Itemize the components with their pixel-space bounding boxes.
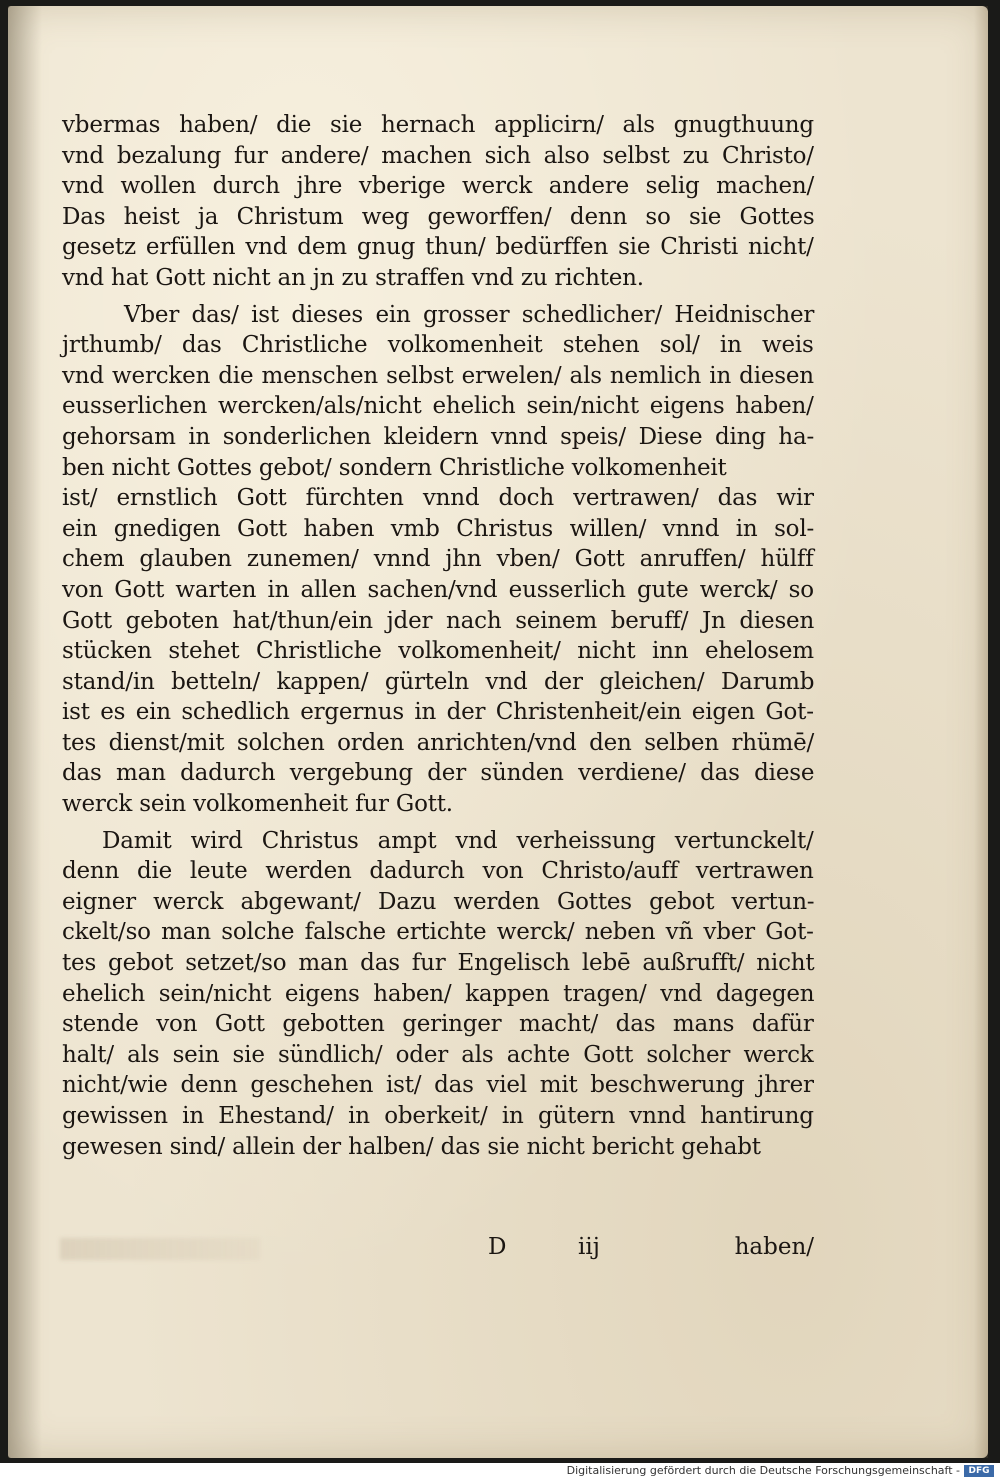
footer-credit: Digitalisierung gefördert durch die Deutsche Forschungsgemeinschaft - [566, 1464, 960, 1477]
text-line: ckelt/so man solche falsche ertichte werck/ neben vñ vber Got- [62, 919, 814, 946]
text-line: eusserlichen wercken/als/nicht ehelich sein/nicht eigens haben/ [62, 393, 814, 420]
text-line: Damit wird Christus ampt vnd verheissung vertunckelt/ [102, 827, 814, 854]
text-line: vnd wollen durch jhre vberige werck andere selig machen/ [62, 173, 815, 200]
text-line: das man dadurch vergebung der sünden verdiene/ das diese [62, 760, 815, 787]
page-edge-shadow [974, 6, 988, 1458]
catchword: haben/ [734, 1234, 814, 1260]
text-line: Das heist ja Christum weg geworffen/ denn so sie Gottes [62, 203, 815, 230]
text-line: ist es ein schedlich ergernus in der Christenheit/ein eigen Got- [62, 699, 814, 726]
text-line: gesetz erfüllen vnd dem gnug thun/ bedürffen sie Christi nicht/ [62, 234, 814, 261]
text-line: stücken stehet Christliche volkomenheit/ nicht inn ehelosem [62, 638, 814, 665]
paragraph [62, 110, 822, 294]
text-line: gehorsam in sonderlichen kleidern vnnd speis/ Diese ding ha- [62, 423, 815, 450]
text-line: Gott geboten hat/thun/ein jder nach seinem beruff/ Jn diesen [62, 607, 815, 634]
signature-mark: D [488, 1234, 507, 1260]
paragraph [62, 826, 822, 1163]
ink-bleed-through [60, 1238, 260, 1260]
text-line: ehelich sein/nicht eigens haben/ kappen tragen/ vnd dagegen [62, 980, 815, 1007]
text-line: halt/ als sein sie sündlich/ oder als achte Gott solcher werck [62, 1041, 814, 1068]
text-line: ein gnedigen Gott haben vmb Christus willen/ vnnd in sol- [62, 515, 815, 542]
text-line: gewissen in Ehestand/ in oberkeit/ in gütern vnnd hantirung [62, 1103, 814, 1129]
text-line: ist/ ernstlich Gott fürchten vnnd doch vertrawen/ das wir [62, 485, 814, 512]
text-line: vnd hat Gott nicht an jn zu straffen vnd zu richten. [62, 264, 644, 291]
text-line: vbermas haben/ die sie hernach applicirn/ als gnugthuung [62, 112, 814, 138]
text-line: werck sein volkomenheit fur Gott. [62, 791, 453, 818]
text-line: vnd bezalung fur andere/ machen sich also selbst zu Christo/ [62, 142, 814, 169]
paragraph [62, 300, 822, 820]
text-line: vnd wercken die menschen selbst erwelen/ als nemlich in diesen [62, 362, 814, 389]
page-number: iij [578, 1234, 600, 1260]
page-text [62, 110, 822, 1162]
text-line: eigner werck abgewant/ Dazu werden Gottes gebot vertun- [62, 888, 815, 915]
text-line: tes dienst/mit solchen orden anrichten/vnd den selben rhümē/ [62, 729, 815, 756]
text-line: von Gott warten in allen sachen/vnd eusserlich gute werck/ so [62, 576, 814, 603]
text-line: stand/in betteln/ kappen/ gürteln vnd der gleichen/ Darumb [62, 668, 815, 695]
text-line: ben nicht Gottes gebot/ sondern Christliche volkomenheit [62, 454, 727, 481]
text-line: jrthumb/ das Christliche volkomenheit stehen sol/ in weis [62, 332, 814, 359]
text-line: stende von Gott gebotten geringer macht/ das mans dafür [62, 1011, 814, 1038]
text-line: gewesen sind/ allein der halben/ das sie nicht bericht gehabt [62, 1133, 761, 1160]
text-line: denn die leute werden dadurch von Christo/auff vertrawen [62, 858, 814, 885]
text-line: chem glauben zunemen/ vnnd jhn vben/ Gott anruffen/ hülff [62, 546, 814, 573]
text-line: tes gebot setzet/so man das fur Engelisch lebē außrufft/ nicht [62, 950, 815, 977]
text-line: nicht/wie denn geschehen ist/ das viel mit beschwerung jhrer [62, 1072, 814, 1099]
text-line: Vber das/ ist dieses ein grosser schedlicher/ Heidnischer [124, 301, 815, 328]
dfg-logo: DFG [964, 1465, 994, 1477]
page-gutter-shadow [8, 6, 42, 1458]
